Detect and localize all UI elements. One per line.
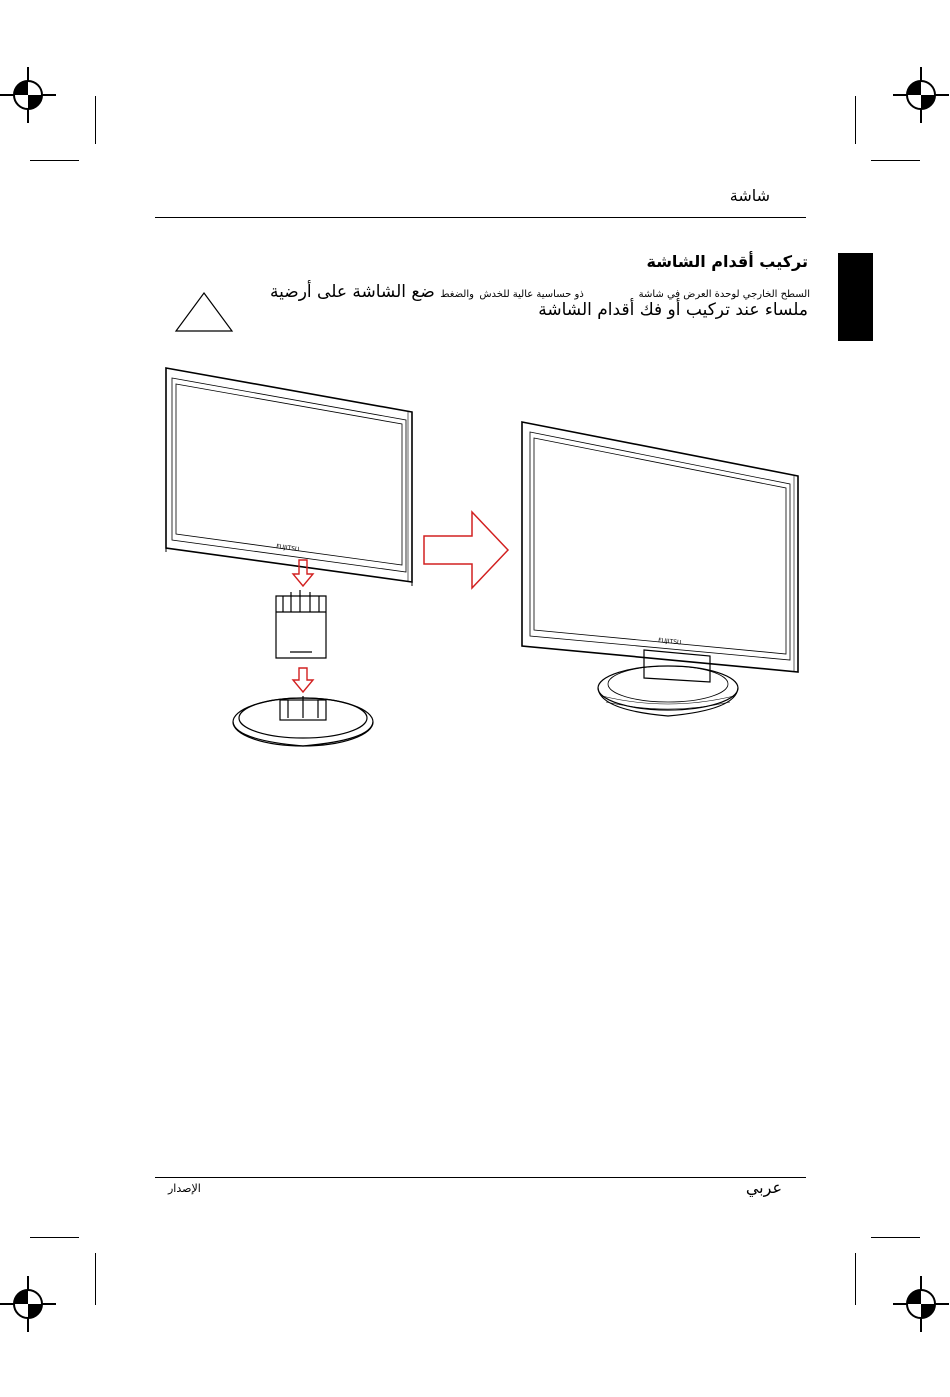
down-arrow-icon bbox=[293, 560, 313, 586]
registration-mark-icon bbox=[893, 1276, 949, 1332]
warning-small-text-c: السطح الخارجي لوحدة العرض في شاشة bbox=[638, 289, 810, 300]
monitor-assembled-right bbox=[522, 422, 798, 716]
registration-mark-icon bbox=[893, 67, 949, 123]
monitor-panel-left bbox=[166, 368, 412, 586]
header-rule bbox=[155, 217, 806, 218]
language-tab-marker bbox=[838, 253, 873, 341]
monitor-stand-assembly-illustration bbox=[150, 360, 810, 760]
warning-small-text-a: والضغط bbox=[440, 289, 474, 300]
stand-neck bbox=[276, 590, 326, 658]
stand-base bbox=[233, 696, 373, 746]
warning-text-line-2: ملساء عند تركيب أو فك أقدام الشاشة bbox=[538, 300, 808, 320]
warning-text-line-1 bbox=[230, 282, 810, 302]
svg-text:FUJITSU: FUJITSU bbox=[657, 637, 682, 647]
section-title: تركيب أقدام الشاشة bbox=[646, 252, 808, 271]
warning-large-text-a: ضع الشاشة على أرضية bbox=[270, 282, 435, 302]
registration-mark-icon bbox=[0, 67, 56, 123]
right-arrow-icon bbox=[424, 512, 508, 588]
svg-text:FUJITSU: FUJITSU bbox=[275, 543, 300, 554]
down-arrow-icon bbox=[293, 668, 313, 692]
page-header-title: شاشة bbox=[729, 186, 770, 205]
registration-mark-icon bbox=[0, 1276, 56, 1332]
footer-edition-label: الإصدار bbox=[168, 1182, 201, 1195]
warning-small-text-b: ذو حساسية عالية للخدش bbox=[479, 289, 584, 300]
warning-triangle-icon bbox=[173, 291, 235, 333]
footer-language-label: عربي bbox=[745, 1178, 782, 1197]
